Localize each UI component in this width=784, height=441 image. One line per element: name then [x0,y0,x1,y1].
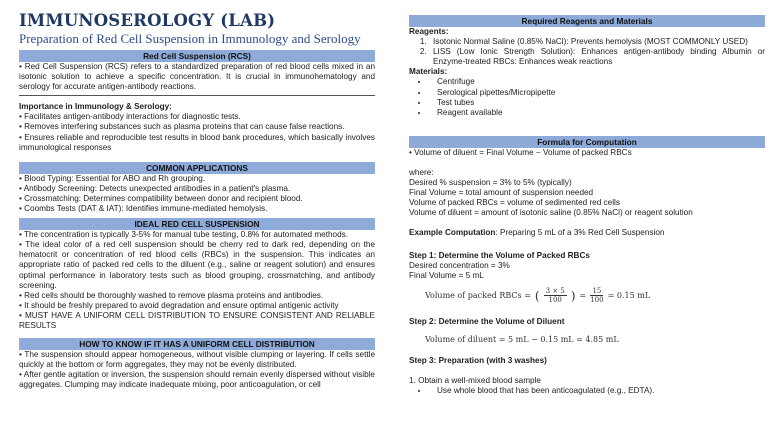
materials-label: Materials: [409,67,448,77]
section-divider [19,95,375,96]
ideal-item: • The concentration is typically 3-5% for manual tube testing, 0.8% for automated methods. [19,230,349,240]
formula-heading: Formula for Computation [409,136,765,148]
importance-heading: Importance in Immunology & Serology: [19,102,172,112]
fraction-2: $\frac{15}{100}$ [590,287,604,305]
packed-rbc-equation [425,284,765,308]
formula-definition: Desired % suspension = 3% to 5% (typically) [409,178,572,188]
ideal-heading: IDEAL RED CELL SUSPENSION [19,218,375,230]
ideal-item: • It should be freshly prepared to avoid degradation and ensure optimal antigenic activity [19,300,339,310]
formula-definition: Volume of packed RBCs = volume of sedimented red cells [409,198,620,208]
step1-heading: Step 1: Determine the Volume of Packed RBCs [409,250,590,260]
paren-close: ) [570,288,576,303]
reagents-list [409,37,765,67]
example-computation [409,228,765,238]
uniform-item: • The suspension should appear homogeneous, without visible clumping or layering. If cells settle quickly at the bottom or form aggregates, they may not be evenly distributed. [19,350,375,370]
page-subtitle: Preparation of Red Cell Suspension in Immunology and Serology [19,31,361,46]
materials-list [409,77,765,117]
uniform-heading: HOW TO KNOW IF IT HAS A UNIFORM CELL DISTRIBUTION [19,338,375,350]
step1-line: Desired concentration = 3% [409,260,510,270]
formula-definition: Volume of diluent = amount of isotonic saline (0.85% NaCl) or reagent solution [409,208,693,218]
application-item: • Coombs Tests (DAT & IAT): Identifies immune-mediated hemolysis. [19,204,268,214]
fraction-1: $\frac{3 \times 5}{100}$ [545,287,565,305]
importance-item: • Ensures reliable and reproducible test results in blood bank procedures, which basically involves immunological responses [19,132,375,152]
reagent-item: 1. Isotonic Normal Saline (0.85% NaCl): Prevents hemolysis (MOST COMMONLY USED) [429,37,765,47]
material-item: • Centrifuge [429,77,765,87]
material-item: • Serological pipettes/Micropipette [429,88,765,98]
formula-definition: Final Volume = total amount of suspension needed [409,188,594,198]
diluent-equation: Volume of diluent = 5 mL − 0.15 mL = 4.85 mL [425,334,619,344]
applications-heading: COMMON APPLICATIONS [19,162,375,174]
equation-lhs: Volume of packed RBCs = [425,291,531,301]
rcs-body: • Red Cell Suspension (RCS) refers to a standardized preparation of red blood cells mixed in an isotonic solution to achieve a specific concentration. It is crucial in immunohematology and serology for accurate antigen-antibody reactions. [19,62,375,92]
formula-where: where: [409,167,434,177]
paren-open: ( [534,288,540,303]
reagents-heading: Required Reagents and Materials [409,15,765,27]
ideal-item: • The ideal color of a red cell suspension should be cherry red to dark red, depending on the hematocrit or concentration of red blood cells (RBCs) in the suspension. This indicates an appropriate ratio of packed red cells to the diluent (e.g., saline or reagent solution) and ensures optimal performance in laboratory tests such as blood grouping, crossmatching, and antibody screening. [19,240,375,290]
step3-bullet: • Use whole blood that has been anticoagulated (e.g., EDTA). [429,386,765,396]
step1-line: Final Volume = 5 mL [409,270,484,280]
step3-list [409,386,765,396]
application-item: • Blood Typing: Essential for ABO and Rh grouping. [19,173,206,183]
example-label: Example Computation [409,228,496,238]
material-item: • Reagent available [429,108,765,118]
uniform-item: • After gentle agitation or inversion, the suspension should remain evenly dispersed without visible aggregates. Clumping may indicate inadequate mixing, poor anticoagulation, or cell [19,370,375,390]
step2-heading: Step 2: Determine the Volume of Diluent [409,316,565,326]
page-title: IMMUNOSEROLOGY (LAB) [19,11,276,30]
step3-line: 1. Obtain a well-mixed blood sample [409,375,541,385]
reagent-item: 2. LISS (Low Ionic Strength Solution): Enhances antigen-antibody binding Albumin or Enzyme-treated RBCs: Enhances weak reactions [429,47,765,67]
equals-sign: = [579,291,587,301]
importance-item: • Facilitates antigen-antibody interactions for diagnostic tests. [19,112,241,122]
right-column [409,0,765,396]
example-text: : Preparing 5 mL of a 3% Red Cell Suspension [495,228,665,238]
reagents-label: Reagents: [409,27,449,36]
application-item: • Antibody Screening: Detects unexpected antibodies in a patient's plasma. [19,183,291,193]
step3-heading: Step 3: Preparation (with 3 washes) [409,355,547,365]
importance-item: • Removes interfering substances such as plasma proteins that can cause false reactions. [19,122,345,132]
application-item: • Crossmatching: Determines compatibility between donor and recipient blood. [19,193,303,203]
ideal-item: • Red cells should be thoroughly washed to remove plasma proteins and antibodies. [19,290,324,300]
ideal-item: • MUST HAVE A UNIFORM CELL DISTRIBUTION TO ENSURE CONSISTENT AND RELIABLE RESULTS [19,310,375,330]
left-column [19,0,375,390]
rcs-heading: Red Cell Suspension (RCS) [19,50,375,62]
formula-main: • Volume of diluent = Final Volume − Volume of packed RBCs [409,147,632,157]
equation-result: = 0.15 mL [607,291,651,301]
material-item: • Test tubes [429,98,765,108]
